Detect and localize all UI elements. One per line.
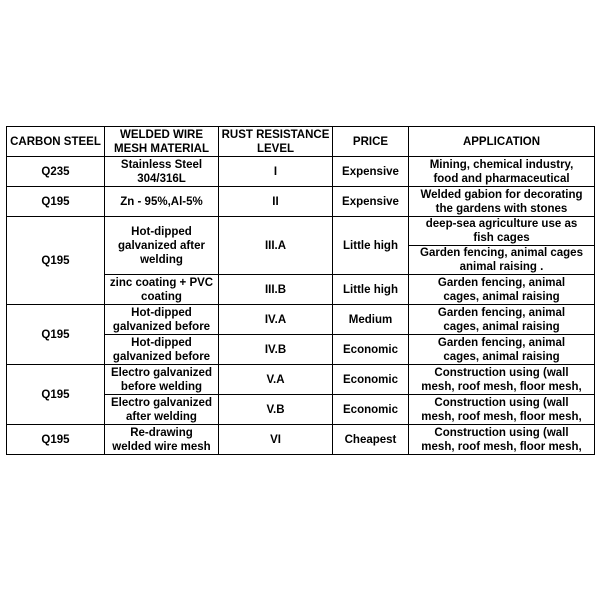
level-cell: IV.A [219, 305, 333, 335]
application-cell: Garden fencing, animal cages, animal raising [409, 335, 595, 365]
application-cell: Garden fencing, animal cages, animal raising [409, 275, 595, 305]
steel-cell: Q195 [7, 425, 105, 455]
header-application: APPLICATION [409, 127, 595, 157]
price-cell: Expensive [333, 157, 409, 187]
material-cell: Hot-dipped galvanized after welding [105, 217, 219, 275]
table-row [7, 305, 595, 335]
price-cell: Little high [333, 275, 409, 305]
price-cell: Little high [333, 217, 409, 275]
table-row [7, 425, 595, 455]
level-cell: IV.B [219, 335, 333, 365]
material-cell: Zn - 95%,Al-5% [105, 187, 219, 217]
application-cell: Construction using (wall mesh, roof mesh, floor mesh, [409, 365, 595, 395]
table-row [7, 365, 595, 395]
application-cell: Construction using (wall mesh, roof mesh, floor mesh, [409, 425, 595, 455]
price-cell: Economic [333, 335, 409, 365]
header-rust-resistance: RUST RESISTANCE LEVEL [219, 127, 333, 157]
price-cell: Economic [333, 365, 409, 395]
application-cell: Garden fencing, animal cages animal raising . [409, 246, 595, 275]
level-cell: III.A [219, 217, 333, 275]
level-cell: V.B [219, 395, 333, 425]
table-row [7, 187, 595, 217]
application-cell: Construction using (wall mesh, roof mesh, floor mesh, [409, 395, 595, 425]
steel-cell: Q195 [7, 305, 105, 365]
material-cell: Hot-dipped galvanized before [105, 335, 219, 365]
material-cell: Hot-dipped galvanized before [105, 305, 219, 335]
level-cell: VI [219, 425, 333, 455]
steel-cell: Q235 [7, 157, 105, 187]
application-cell: Welded gabion for decorating the gardens with stones [409, 187, 595, 217]
price-cell: Expensive [333, 187, 409, 217]
application-cell: Mining, chemical industry, food and pharmaceutical [409, 157, 595, 187]
table-row [7, 157, 595, 187]
table-row [7, 217, 595, 246]
header-row [7, 127, 595, 157]
steel-cell: Q195 [7, 187, 105, 217]
price-cell: Economic [333, 395, 409, 425]
material-cell: Stainless Steel 304/316L [105, 157, 219, 187]
steel-cell: Q195 [7, 217, 105, 305]
comparison-table-container [6, 126, 594, 474]
steel-cell: Q195 [7, 365, 105, 425]
header-price: PRICE [333, 127, 409, 157]
material-cell: Electro galvanized before welding [105, 365, 219, 395]
level-cell: II [219, 187, 333, 217]
level-cell: I [219, 157, 333, 187]
material-cell: Re-drawing welded wire mesh [105, 425, 219, 455]
price-cell: Cheapest [333, 425, 409, 455]
price-cell: Medium [333, 305, 409, 335]
application-cell: Garden fencing, animal cages, animal raising [409, 305, 595, 335]
level-cell: III.B [219, 275, 333, 305]
level-cell: V.A [219, 365, 333, 395]
header-carbon-steel: CARBON STEEL [7, 127, 105, 157]
application-cell: deep-sea agriculture use as fish cages [409, 217, 595, 246]
material-cell: Electro galvanized after welding [105, 395, 219, 425]
material-cell: zinc coating + PVC coating [105, 275, 219, 305]
header-material: WELDED WIRE MESH MATERIAL [105, 127, 219, 157]
wire-mesh-comparison-table [6, 126, 595, 455]
